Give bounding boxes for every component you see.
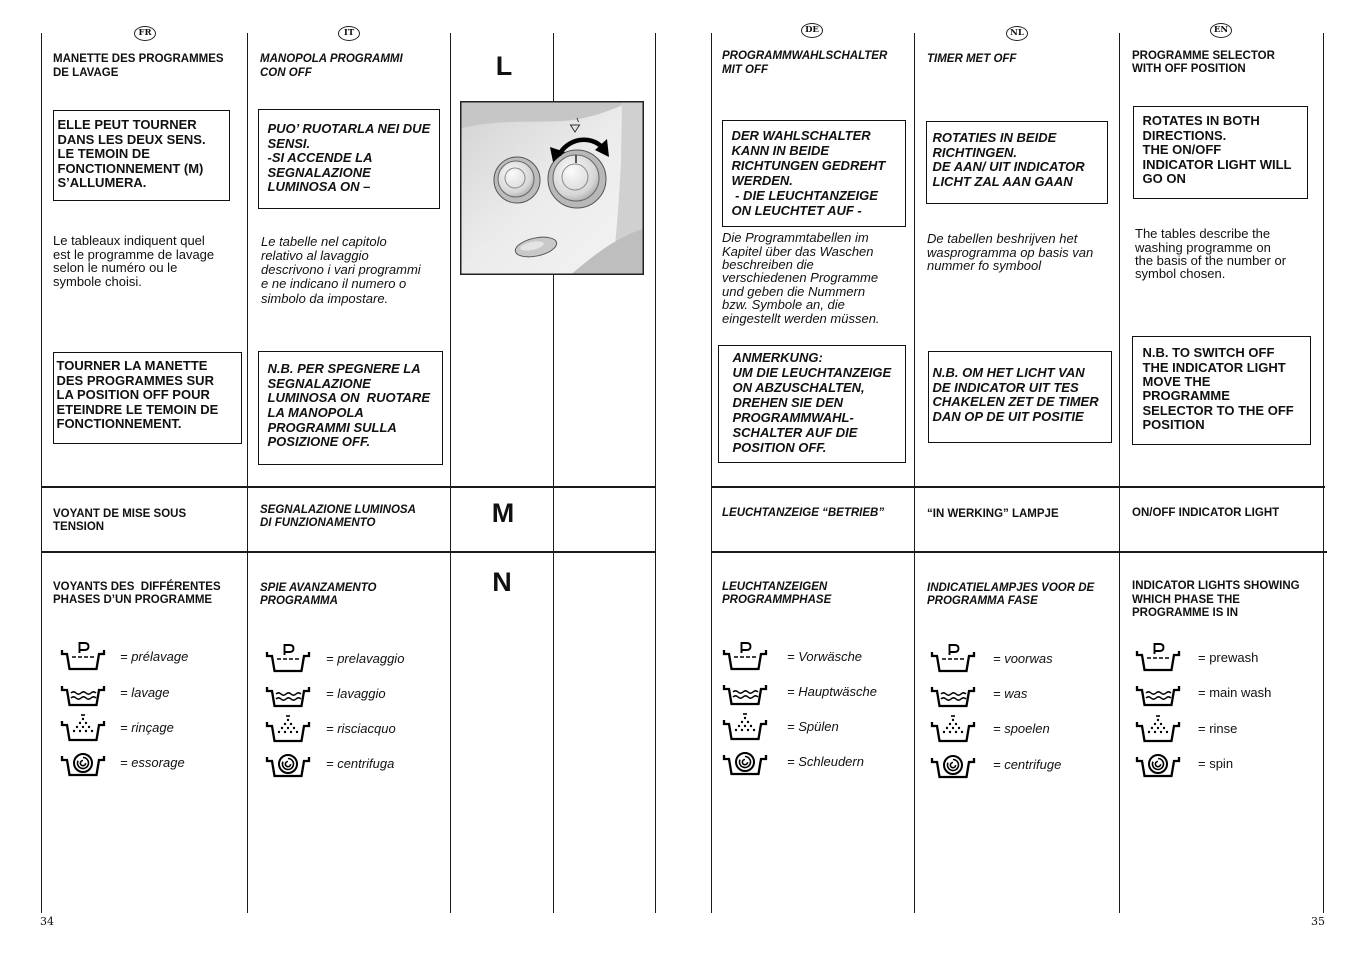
rotation-note-box-en-line: DIRECTIONS.: [1142, 127, 1227, 143]
indicator-heading-fr-line: TENSION: [53, 520, 105, 533]
rotation-note-box-it-line: SENSI.: [267, 135, 311, 151]
water-wave: [941, 693, 966, 695]
section-heading-it-line: MANOPOLA PROGRAMMI: [260, 53, 403, 65]
rotation-note-box-fr-line: DANS LES DEUX SENS.: [57, 131, 206, 147]
rotation-note-box-it-line: -SI ACCENDE LA: [267, 150, 373, 166]
rotation-note-box-nl-line: RICHTINGEN.: [932, 144, 1017, 160]
tub-outline: [62, 721, 104, 740]
switch-off-note-box-fr-line: TOURNER LA MANETTE: [56, 358, 208, 374]
language-badge-en: EN: [1210, 23, 1232, 38]
rotation-note-box-fr-line: FONCTIONNEMENT (M): [57, 160, 204, 176]
rotation-note-box-it-line: LUMINOSA ON –: [267, 179, 371, 195]
switch-off-note-box-it-line: POSIZIONE OFF.: [267, 434, 371, 450]
description-it-line: Le tabelle nel capitolo: [261, 233, 387, 249]
phase-lights-heading-de-line: PROGRAMMPHASE: [722, 593, 832, 606]
description-de-line: Kapitel über das Waschen: [722, 243, 874, 259]
rotation-note-box-en-line: ROTATES IN BOTH: [1142, 113, 1260, 129]
section-heading-de-line: PROGRAMMWAHLSCHALTER: [722, 50, 888, 62]
water-wave: [733, 691, 758, 693]
section-heading-de: [722, 49, 887, 77]
language-badge-fr: FR: [134, 26, 156, 41]
rinse-drops: [73, 718, 93, 732]
switch-off-note-box-de-line: PROGRAMMWAHL-: [732, 410, 854, 425]
prewash-letter: [742, 643, 751, 653]
rotation-note-box-it: [258, 109, 440, 209]
description-nl-line: De tabellen beshrijven het: [927, 231, 1078, 247]
column-rule: [914, 33, 916, 913]
switch-off-note-box-fr-line: ETEINDRE LE TEMOIN DE: [56, 401, 219, 417]
phase-lights-heading-en-line: PROGRAMME IS IN: [1132, 607, 1239, 620]
column-rule: [1119, 33, 1121, 913]
row-rule: [711, 486, 1325, 488]
indicator-heading-de-line: LEUCHTANZEIGE “BETRIEB”: [722, 506, 885, 519]
phase-label: = prélavage: [120, 649, 189, 664]
prewash-icon: [722, 642, 768, 672]
prewash-letter: [285, 645, 294, 655]
indicator-heading-de: [722, 507, 884, 520]
phase-lights-heading-nl: [927, 582, 1094, 608]
tub-outline: [724, 685, 766, 704]
tub-outline: [1137, 686, 1179, 705]
prewash-letter: [1155, 644, 1164, 654]
row-rule: [711, 551, 1327, 553]
phase-label: = was: [993, 686, 1028, 701]
main-wash-icon: [722, 677, 768, 707]
switch-off-note-box-en: [1132, 336, 1311, 445]
description-it-line: relativo al lavaggio: [261, 248, 369, 264]
phase-label: = rinse: [1198, 721, 1238, 736]
phase-label: = lavage: [120, 685, 170, 700]
rinse-drops: [1148, 719, 1168, 733]
switch-off-note-box-en-line: MOVE THE: [1142, 374, 1211, 390]
prewash-letter: [80, 643, 89, 653]
phase-lights-heading-it-line: SPIE AVANZAMENTO: [260, 581, 377, 594]
rinse-icon: [1135, 714, 1181, 744]
phase-label: = main wash: [1198, 685, 1272, 700]
description-de-line: beschreiben die: [722, 257, 814, 273]
tub-outline: [1137, 722, 1179, 741]
description-nl: [927, 232, 1093, 272]
switch-off-note-box-en-line: POSITION: [1142, 417, 1205, 433]
main-wash-icon: [930, 679, 976, 709]
switch-off-note-box-de-line: UM DIE LEUCHTANZEIGE: [732, 365, 892, 380]
switch-off-note-box-de-line: SCHALTER AUF DIE: [732, 425, 858, 440]
spin-spiral: [947, 760, 958, 771]
description-en-line: symbol chosen.: [1135, 266, 1226, 282]
phase-lights-heading-fr-line: PHASES D’UN PROGRAMME: [53, 593, 213, 606]
spin-spiral: [739, 757, 750, 768]
description-fr: [53, 234, 214, 288]
switch-off-note-box-it-line: PROGRAMMI SULLA: [267, 419, 397, 435]
tub-outline: [267, 722, 309, 741]
spin-spiral: [77, 758, 88, 769]
description-de-line: und geben die Nummern: [722, 283, 866, 299]
rotation-note-box-de-line: - DIE LEUCHTANZEIGE: [731, 188, 878, 203]
water-wave: [276, 693, 301, 695]
description-fr-line: symbole choisi.: [53, 273, 142, 289]
phase-lights-heading-de: [722, 581, 831, 607]
tub-outline: [724, 720, 766, 739]
switch-off-note-box-de-line: ON ABZUSCHALTEN,: [732, 380, 865, 395]
description-it-line: descrivono i vari programmi: [261, 262, 421, 278]
indicator-heading-nl: [927, 508, 1059, 521]
prewash-icon: [60, 642, 106, 672]
phase-lights-heading-en-line: INDICATOR LIGHTS SHOWING: [1132, 580, 1300, 593]
main-wash-icon: [60, 678, 106, 708]
rotation-note-box-nl-line: LICHT ZAL AAN GAAN: [932, 173, 1073, 189]
rotation-note-box-fr-line: ELLE PEUT TOURNER: [57, 117, 197, 133]
rinse-icon: [930, 714, 976, 744]
rinse-icon: [60, 713, 106, 743]
switch-off-note-box-en-line: N.B. TO SWITCH OFF: [1142, 345, 1275, 361]
phase-label: = Hauptwäsche: [787, 684, 877, 699]
column-rule: [655, 33, 657, 913]
spin-icon: [60, 748, 106, 778]
page-number-left: 34: [40, 915, 54, 928]
section-heading-nl-line: TIMER MET OFF: [927, 53, 1017, 65]
rotation-note-box-fr-line: S’ALLUMERA.: [57, 175, 147, 191]
indicator-heading-fr-line: VOYANT DE MISE SOUS: [53, 507, 187, 520]
column-rule: [41, 33, 43, 913]
water-wave: [71, 692, 96, 694]
tub-outline: [62, 650, 104, 669]
main-wash-icon: [1135, 678, 1181, 708]
switch-off-note-box-nl-line: N.B. OM HET LICHT VAN: [932, 365, 1085, 381]
phase-label: = voorwas: [993, 651, 1053, 666]
description-fr-line: selon le numéro ou le: [53, 260, 178, 276]
switch-off-note-box-en-line: SELECTOR TO THE OFF: [1142, 402, 1294, 418]
switch-off-note-box-fr: [53, 352, 242, 444]
description-de: [722, 231, 880, 325]
phase-lights-heading-nl-line: INDICATIELAMPJES VOOR DE: [927, 581, 1095, 594]
rotation-note-box-nl-line: ROTATIES IN BEIDE: [932, 130, 1057, 146]
phase-label: = centrifuga: [326, 756, 395, 771]
tub-outline: [932, 687, 974, 706]
rotation-note-box-de-line: DER WAHLSCHALTER: [731, 128, 871, 143]
row-rule: [41, 551, 656, 553]
description-de-line: bzw. Symbole an, die: [722, 297, 845, 313]
water-wave: [733, 696, 758, 698]
water-wave: [941, 698, 966, 700]
prewash-icon: [265, 644, 311, 674]
switch-off-note-box-nl-line: DAN OP DE UIT POSITIE: [932, 408, 1084, 424]
language-badge-de: DE: [801, 23, 823, 38]
rotation-note-box-en-line: THE ON/OFF: [1142, 142, 1222, 158]
phase-label: = rinçage: [120, 720, 174, 735]
description-fr-line: est le programme de lavage: [53, 246, 215, 262]
spin-icon: [722, 747, 768, 777]
rinse-icon: [265, 714, 311, 744]
spin-spiral: [282, 759, 293, 770]
rinse-drops: [278, 719, 298, 733]
section-heading-it: [260, 52, 403, 80]
rotation-note-box-de: [722, 120, 906, 227]
phase-lights-heading-en: [1132, 580, 1300, 621]
section-heading-fr-line: DE LAVAGE: [53, 67, 119, 79]
tub-outline: [267, 687, 309, 706]
section-heading-en-line: WITH OFF POSITION: [1132, 62, 1246, 75]
switch-off-note-box-de-line: POSITION OFF.: [732, 440, 827, 455]
page-number-right: 35: [1311, 915, 1325, 928]
phase-label: = centrifuge: [993, 757, 1062, 772]
description-de-line: Die Programmtabellen im: [722, 230, 869, 246]
rotation-note-box-de-line: KANN IN BEIDE: [731, 143, 830, 158]
column-rule: [450, 33, 452, 913]
description-en-line: The tables describe the: [1135, 226, 1271, 242]
tub-outline: [1137, 651, 1179, 670]
programme-selector-illustration: [460, 101, 644, 275]
water-wave: [1146, 697, 1171, 699]
description-en-line: washing programme on: [1135, 239, 1271, 255]
description-it-line: simbolo da impostare.: [261, 290, 389, 306]
indicator-heading-nl-line: “IN WERKING” LAMPJE: [927, 507, 1059, 520]
spin-icon: [930, 750, 976, 780]
rotation-note-box-en: [1133, 106, 1308, 199]
row-letter-l: L: [495, 51, 513, 81]
description-it-line: e ne indicano il numero o: [261, 276, 407, 292]
row-letter-m: M: [491, 498, 515, 528]
switch-off-note-box-en-line: PROGRAMME: [1142, 388, 1230, 404]
description-fr-line: Le tableaux indiquent quel: [53, 233, 205, 249]
tub-outline: [932, 722, 974, 741]
rotation-note-box-en-line: INDICATOR LIGHT WILL: [1142, 156, 1292, 172]
rotation-note-box-fr-line: LE TEMOIN DE: [57, 146, 150, 162]
column-rule: [247, 33, 249, 913]
column-rule: [711, 33, 713, 913]
switch-off-note-box-nl-line: CHAKELEN ZET DE TIMER: [932, 394, 1099, 410]
phase-label: = Spülen: [787, 719, 839, 734]
switch-off-note-box-it-line: N.B. PER SPEGNERE LA: [267, 361, 421, 377]
switch-off-note-box-de-line: DREHEN SIE DEN: [732, 395, 844, 410]
prewash-icon: [1135, 643, 1181, 673]
switch-off-note-box-it-line: LUMINOSA ON RUOTARE: [267, 390, 430, 406]
column-rule: [1323, 33, 1325, 913]
switch-off-note-box-nl: [928, 351, 1112, 443]
section-heading-it-line: CON OFF: [260, 67, 312, 79]
indicator-heading-it-line: SEGNALAZIONE LUMINOSA: [260, 503, 416, 516]
water-wave: [276, 698, 301, 700]
rinse-drops: [943, 719, 963, 733]
rotation-note-box-en-line: GO ON: [1142, 171, 1186, 187]
language-badge-it: IT: [338, 26, 360, 41]
section-heading-en: [1132, 50, 1275, 76]
phase-label: = Schleudern: [787, 754, 864, 769]
switch-off-note-box-de: [718, 345, 906, 463]
switch-off-note-box-it-line: LA MANOPOLA: [267, 404, 364, 420]
phase-lights-heading-fr-line: VOYANTS DES DIFFÉRENTES: [53, 580, 221, 593]
description-nl-line: nummer fo symbool: [927, 257, 1042, 273]
section-heading-nl: [927, 52, 1016, 66]
tub-outline: [724, 650, 766, 669]
rotation-note-box-de-line: RICHTUNGEN GEDREHT: [731, 158, 886, 173]
rotation-note-box-nl-line: DE AAN/ UIT INDICATOR: [932, 159, 1085, 175]
phase-label: = prewash: [1198, 650, 1259, 665]
rinse-drops: [735, 717, 755, 731]
indicator-heading-en-line: ON/OFF INDICATOR LIGHT: [1132, 506, 1280, 519]
switch-off-note-box-fr-line: DES PROGRAMMES SUR: [56, 372, 214, 388]
description-de-line: eingestellt werden müssen.: [722, 310, 880, 326]
switch-off-note-box-it: [258, 351, 443, 465]
phase-label: = prelavaggio: [326, 651, 405, 666]
switch-off-note-box-nl-line: DE INDICATOR UIT TES: [932, 379, 1079, 395]
switch-off-note-box-it-line: SEGNALAZIONE: [267, 375, 371, 391]
phase-label: = spin: [1198, 756, 1234, 771]
tub-outline: [932, 652, 974, 671]
section-heading-de-line: MIT OFF: [722, 64, 768, 76]
switch-off-note-box-fr-line: FONCTIONNEMENT.: [56, 416, 182, 432]
phase-label: = risciacquo: [326, 721, 396, 736]
left-knob: [494, 157, 540, 203]
indicator-heading-it: [260, 504, 416, 530]
phase-lights-heading-de-line: LEUCHTANZEIGEN: [722, 580, 828, 593]
description-it: [261, 235, 421, 306]
row-letter-n: N: [492, 567, 512, 597]
phase-lights-heading-en-line: WHICH PHASE THE: [1132, 593, 1240, 606]
indicator-heading-en: [1132, 507, 1279, 520]
main-wash-icon: [265, 679, 311, 709]
rotation-note-box-it-line: SEGNALAZIONE: [267, 164, 371, 180]
section-heading-fr-line: MANETTE DES PROGRAMMES: [53, 53, 224, 65]
description-en-line: the basis of the number or: [1135, 253, 1287, 269]
water-wave: [71, 697, 96, 699]
phase-label: = Vorwäsche: [787, 649, 863, 664]
rotation-note-box-fr: [53, 110, 230, 201]
description-en: [1135, 227, 1286, 281]
rotation-note-box-it-line: PUO’ RUOTARLA NEI DUE: [267, 121, 431, 137]
phase-lights-heading-it-line: PROGRAMMA: [260, 594, 338, 607]
phase-label: = essorage: [120, 755, 185, 770]
phase-lights-heading-fr: [53, 581, 221, 607]
phase-lights-heading-it: [260, 582, 377, 608]
prewash-letter: [950, 645, 959, 655]
phase-label: = spoelen: [993, 721, 1050, 736]
spin-icon: [265, 749, 311, 779]
indicator-heading-it-line: DI FUNZIONAMENTO: [260, 516, 376, 529]
spin-icon: [1135, 749, 1181, 779]
description-nl-line: wasprogramma op basis van: [927, 244, 1094, 260]
switch-off-note-box-de-line: ANMERKUNG:: [732, 350, 823, 365]
tub-outline: [267, 652, 309, 671]
rotation-note-box-de-line: WERDEN.: [731, 173, 793, 188]
description-de-line: verschiedenen Programme: [722, 270, 879, 286]
switch-off-note-box-fr-line: LA POSITION OFF POUR: [56, 387, 210, 403]
indicator-heading-fr: [53, 508, 186, 534]
section-heading-en-line: PROGRAMME SELECTOR: [1132, 49, 1275, 62]
prewash-icon: [930, 644, 976, 674]
section-heading-fr: [53, 52, 224, 80]
phase-lights-heading-nl-line: PROGRAMMA FASE: [927, 594, 1038, 607]
tub-outline: [62, 686, 104, 705]
rinse-icon: [722, 712, 768, 742]
phase-label: = lavaggio: [326, 686, 386, 701]
switch-off-note-box-en-line: THE INDICATOR LIGHT: [1142, 359, 1286, 375]
row-rule: [41, 486, 656, 488]
rotation-note-box-nl: [926, 121, 1108, 204]
language-badge-nl: NL: [1006, 26, 1028, 41]
spin-spiral: [1152, 759, 1163, 770]
rotation-note-box-de-line: ON LEUCHTET AUF -: [731, 203, 862, 218]
water-wave: [1146, 692, 1171, 694]
